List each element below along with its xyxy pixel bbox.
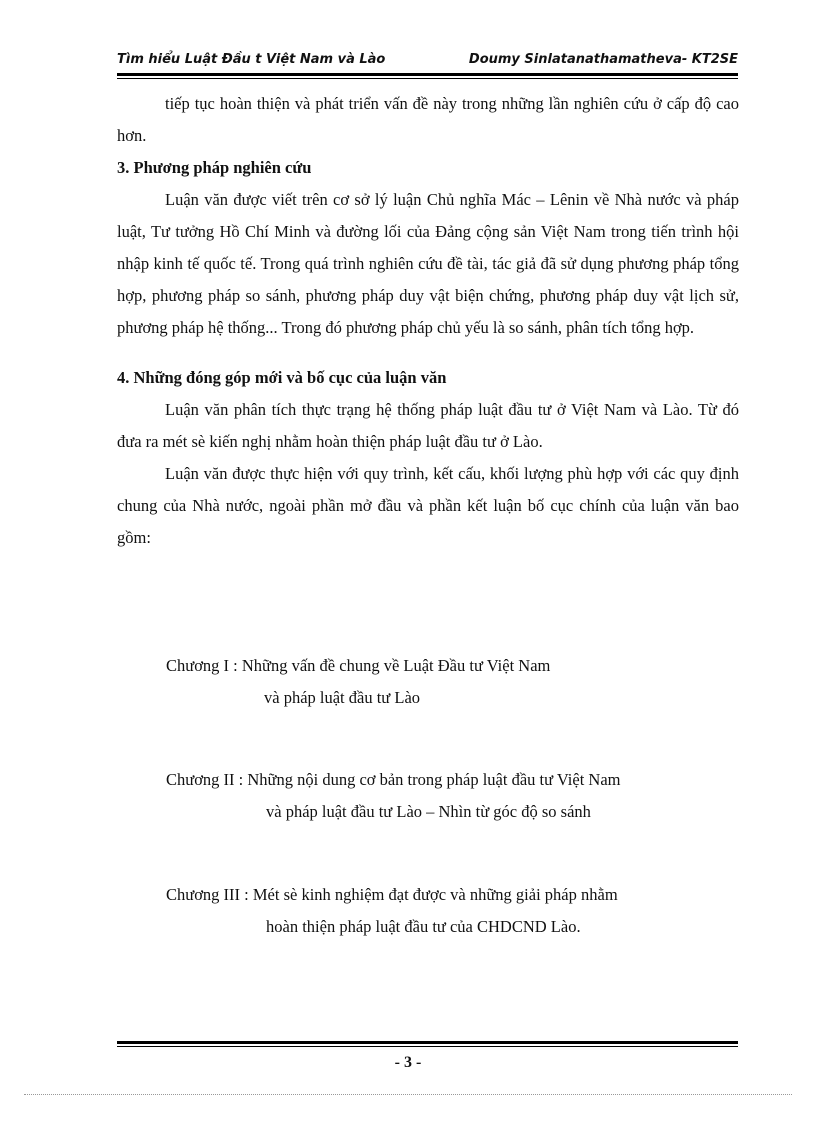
page-number: - 3 - <box>394 1054 422 1071</box>
main-content <box>117 88 739 554</box>
page-header <box>117 48 738 72</box>
chapter-subtitle: và pháp luật đầu tư Lào <box>264 688 421 707</box>
header-rule-thin <box>117 78 738 79</box>
chapter-item-2 <box>166 764 746 828</box>
header-author: Doumy Sinlatanathamatheva- KT2SE <box>468 52 738 67</box>
paragraph-method: Luận văn được viết trên cơ sở lý luận Chủ nghĩa Mác – Lênin về Nhà nước và pháp luật, Tư tưởng Hồ Chí Minh và đường lối của Đảng cộng sản Việt Nam trong tiến trình hội nhập kinh tế quốc tế. Trong quá trình nghiên cứu đề tài, tác giả đã sử dụng phương pháp tổng hợp, phương pháp so sánh, phương pháp duy vật biện chứng, phương pháp duy vật lịch sử, phương pháp hệ thống... Trong đó phương pháp chủ yếu là so sánh, phân tích tổng hợp. <box>117 190 739 337</box>
chapter-item-3 <box>166 879 746 943</box>
paragraph-intro: tiếp tục hoàn thiện và phát triển vấn đề này trong những lần nghiên cứu ở cấp độ cao hơn. <box>117 94 739 145</box>
heading-method: 3. Phương pháp nghiên cứu <box>117 158 312 177</box>
chapter-title: Chương II : Những nội dung cơ bản trong pháp luật đầu tư Việt Nam <box>166 770 621 789</box>
footer-rule-thick <box>117 1041 738 1044</box>
page-edge-dots <box>24 1094 792 1095</box>
chapter-subtitle: hoàn thiện pháp luật đầu tư của CHDCND Lào. <box>266 917 581 936</box>
header-title: Tìm hiểu Luật Đầu t Việt Nam và Lào <box>117 52 386 67</box>
paragraph-structure: Luận văn được thực hiện với quy trình, kết cấu, khối lượng phù hợp với các quy định chung của Nhà nước, ngoài phần mở đầu và phần kết luận bố cục chính của luận văn bao gồm: <box>117 464 739 547</box>
heading-contribution: 4. Những đóng góp mới và bố cục của luận văn <box>117 368 447 387</box>
chapter-item-1 <box>166 650 746 714</box>
footer-rule-thin <box>117 1046 738 1047</box>
paragraph-contribution: Luận văn phân tích thực trạng hệ thống pháp luật đầu tư ở Việt Nam và Lào. Từ đó đưa ra mét sè kiến nghị nhằm hoàn thiện pháp luật đầu tư ở Lào. <box>117 400 739 451</box>
chapter-subtitle: và pháp luật đầu tư Lào – Nhìn từ góc độ so sánh <box>266 802 591 821</box>
header-rule-thick <box>117 73 738 76</box>
chapter-title: Chương I : Những vấn đề chung về Luật Đầu tư Việt Nam <box>166 656 551 675</box>
chapter-title: Chương III : Mét sè kinh nghiệm đạt được và những giải pháp nhằm <box>166 885 618 904</box>
